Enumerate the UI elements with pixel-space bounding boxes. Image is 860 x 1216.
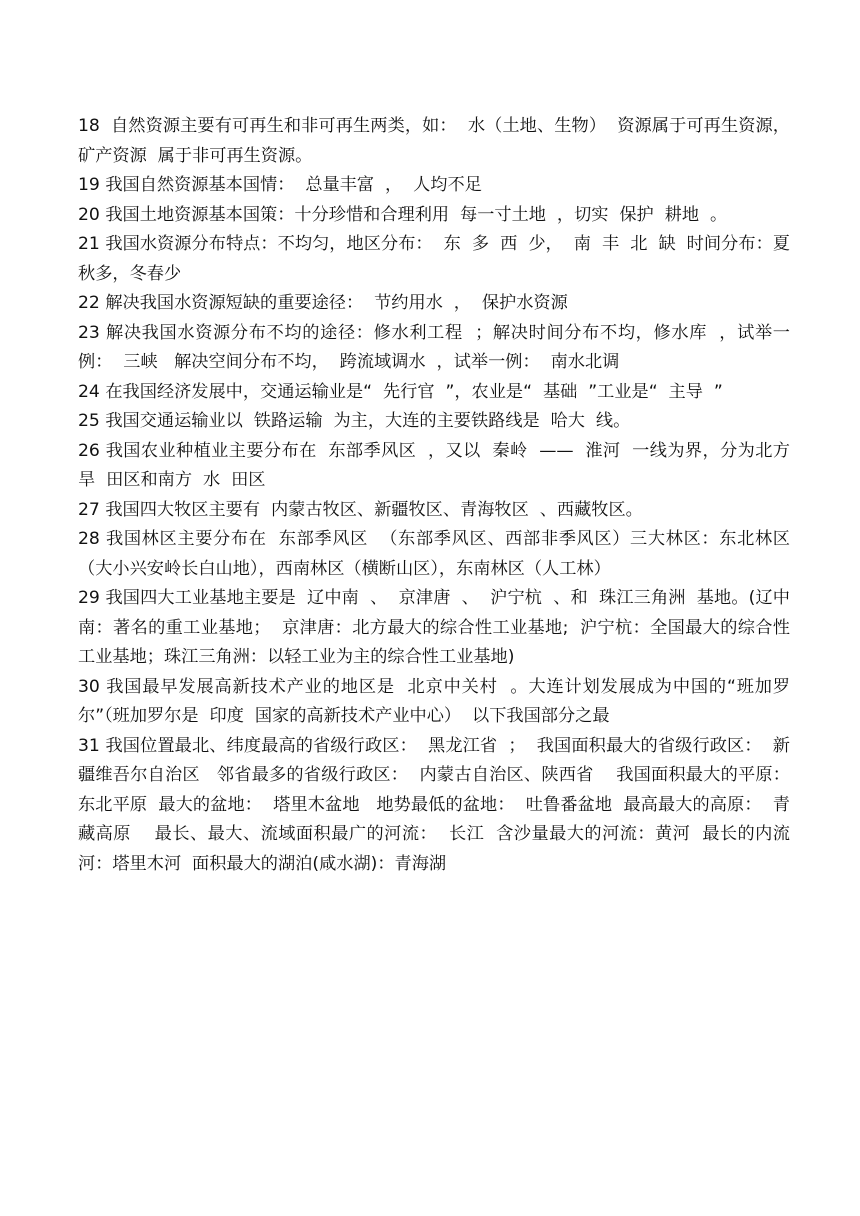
- paragraph-26: 26 我国农业种植业主要分布在 东部季风区 ，又以 秦岭 —— 淮河 一线为界，分为北方 旱 田区和南方 水 田区: [78, 440, 801, 490]
- paragraph-30: 30 我国最早发展高新技术产业的地区是 北京中关村 。大连计划发展成为中国的“班加罗尔”（班加罗尔是 印度 国家的高新技术产业中心） 以下我国部分之最: [78, 676, 790, 726]
- paragraph-28: 28 我国林区主要分布在 东部季风区 （东部季风区、西部非季风区）三大林区：东北林区（大小兴安岭长白山地），西南林区（横断山区），东南林区（人工林）: [78, 529, 790, 579]
- document-page: [78, 112, 801, 879]
- paragraph-27: 27 我国四大牧区主要有 内蒙古牧区、新疆牧区、青海牧区 、西藏牧区。: [78, 499, 643, 520]
- paragraph-23: 23 解决我国水资源分布不均的途径：修水利工程 ；解决时间分布不均，修水库 ，试举一例： 三峡 解决空间分布不均， 跨流域调水 ，试举一例： 南水北调: [78, 322, 790, 372]
- paragraph-19: 19 我国自然资源基本国情： 总量丰富 ， 人均不足: [78, 175, 482, 195]
- paragraph-29: 29 我国四大工业基地主要是 辽中南 、 京津唐 、 沪宁杭 、和 珠江三角洲 基地。(辽中南：著名的重工业基地； 京津唐：北方最大的综合性工业基地; 沪宁杭：全国最大的综合性工业基地；珠江三角洲：以轻工业为主的综合性工业基地): [78, 588, 790, 667]
- paragraph-21: 21 我国水资源分布特点：不均匀，地区分布： 东 多 西 少， 南 丰 北 缺 时间分布：夏秋多，冬春少: [78, 234, 790, 284]
- paragraph-25: 25 我国交通运输业以 铁路运输 为主，大连的主要铁路线是 哈大 线。: [78, 411, 631, 431]
- paragraph-31: 31 我国位置最北、纬度最高的省级行政区： 黑龙江省 ； 我国面积最大的省级行政区： 新疆维吾尔自治区 邻省最多的省级行政区： 内蒙古自治区、陕西省 我国面积最大的平原： 东北平原 最大的盆地： 塔里木盆地 地势最低的盆地： 吐鲁番盆地 最高最大的高原： 青藏高原 最长、最大、流域面积最广的河流： 长江 含沙量最大的河流：黄河 最长的内流河：塔里木河 面积最大的湖泊(咸水湖)：青海湖: [78, 735, 801, 874]
- paragraph-22: 22 解决我国水资源短缺的重要途径： 节约用水 ， 保护水资源: [78, 293, 568, 313]
- paragraph-24: 24 在我国经济发展中，交通运输业是“ 先行官 ”，农业是“ 基础 ”工业是“ 主导 ”: [78, 381, 723, 402]
- paragraph-20: 20 我国土地资源基本国策：十分珍惜和合理利用 每一寸土地 ，切实 保护 耕地 。: [78, 204, 728, 225]
- paragraph-18: 18 自然资源主要有可再生和非可再生两类，如： 水（土地、生物） 资源属于可再生资源， 矿产资源 属于非可再生资源。: [78, 116, 801, 166]
